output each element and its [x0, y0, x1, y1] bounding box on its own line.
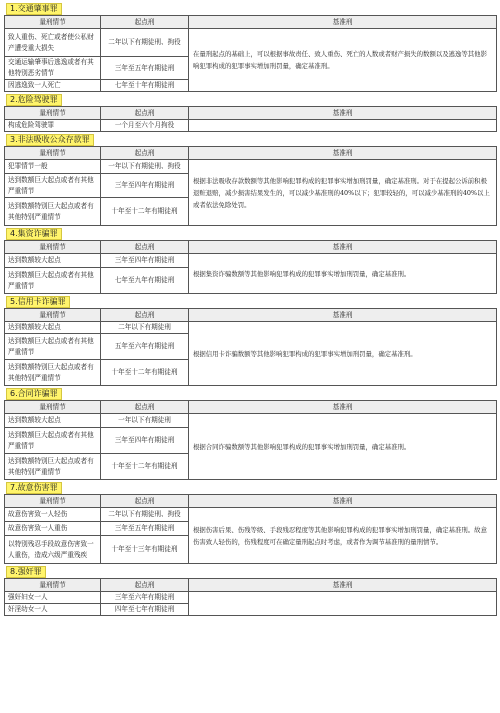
sentencing-table	[4, 308, 497, 386]
circumstance-cell: 故意伤害致一人重伤	[5, 522, 101, 536]
sentencing-table	[4, 494, 497, 564]
section-header	[4, 481, 496, 494]
circumstance-cell: 奸淫幼女一人	[5, 604, 101, 616]
table-row	[5, 29, 497, 57]
section-title: 2.危险驾驶罪	[6, 94, 62, 106]
section-title: 4.集资诈骗罪	[6, 228, 62, 240]
circumstance-cell: 交通运输肇事后逃逸或者有其他特别恶劣情节	[5, 57, 101, 80]
benchmark-cell	[189, 120, 497, 132]
benchmark-cell: 根据信用卡诈骗数额等其他影响犯罪构成的犯罪事实增加刑罚量，确定基准刑。	[189, 322, 497, 386]
table-row	[5, 414, 497, 428]
benchmark-cell	[189, 592, 497, 616]
header-benchmark: 基准刑	[189, 579, 497, 592]
header-starting-point: 起点刑	[101, 241, 189, 254]
header-circumstance: 量刑情节	[5, 16, 101, 29]
header-circumstance: 量刑情节	[5, 241, 101, 254]
starting-point-cell: 三年至四年有期徒刑	[101, 254, 189, 268]
starting-point-cell: 一个月至六个月拘役	[101, 120, 189, 132]
header-starting-point: 起点刑	[101, 401, 189, 414]
circumstance-cell: 以特别残忍手段故意伤害致一人重伤，造成六级严重残疾	[5, 536, 101, 564]
table-row	[5, 508, 497, 522]
section-title: 6.合同诈骗罪	[6, 388, 62, 400]
starting-point-cell: 四年至七年有期徒刑	[101, 604, 189, 616]
section-title: 7.故意伤害罪	[6, 482, 62, 494]
starting-point-cell: 十年至十二年有期徒刑	[101, 198, 189, 226]
header-circumstance: 量刑情节	[5, 401, 101, 414]
starting-point-cell: 二年以下有期徒刑	[101, 322, 189, 334]
section	[4, 133, 496, 226]
circumstance-cell: 达到数额特别巨大起点或者有其他特别严重情节	[5, 360, 101, 386]
header-circumstance: 量刑情节	[5, 107, 101, 120]
section-header	[4, 565, 496, 578]
circumstance-cell: 故意伤害致一人轻伤	[5, 508, 101, 522]
sentencing-table	[4, 240, 497, 294]
circumstance-cell: 达到数额较大起点	[5, 414, 101, 428]
table-header-row	[5, 309, 497, 322]
header-benchmark: 基准刑	[189, 107, 497, 120]
section-header	[4, 295, 496, 308]
header-benchmark: 基准刑	[189, 16, 497, 29]
circumstance-cell: 达到数额巨大起点或者有其他严重情节	[5, 268, 101, 294]
circumstance-cell: 致人重伤、死亡或者使公私财产遭受重大损失	[5, 29, 101, 57]
section	[4, 227, 496, 294]
circumstance-cell: 达到数额较大起点	[5, 322, 101, 334]
section-title: 1.交通肇事罪	[6, 3, 62, 15]
starting-point-cell: 二年以下有期徒刑、拘役	[101, 29, 189, 57]
header-starting-point: 起点刑	[101, 495, 189, 508]
table-row	[5, 120, 497, 132]
header-benchmark: 基准刑	[189, 495, 497, 508]
section	[4, 295, 496, 386]
header-starting-point: 起点刑	[101, 309, 189, 322]
table-header-row	[5, 401, 497, 414]
header-circumstance: 量刑情节	[5, 495, 101, 508]
starting-point-cell: 一年以下有期徒刑	[101, 414, 189, 428]
circumstance-cell: 达到数额巨大起点或者有其他严重情节	[5, 334, 101, 360]
starting-point-cell: 三年至四年有期徒刑	[101, 428, 189, 454]
header-circumstance: 量刑情节	[5, 147, 101, 160]
section-title: 3.非法吸收公众存款罪	[6, 134, 94, 146]
sentencing-table	[4, 106, 497, 132]
starting-point-cell: 七年至十年有期徒刑	[101, 80, 189, 92]
benchmark-cell: 根据非法吸收存款数额等其他影响犯罪构成的犯罪事实增加刑罚量，确定基准刑。对于在提起公诉前积极退赃退赔，减少损害结果发生的，可以减少基准刑的40%以下；犯罪较轻的，可以减少基准刑的40%以上或者依法免除处罚。	[189, 160, 497, 226]
header-starting-point: 起点刑	[101, 107, 189, 120]
section-header	[4, 387, 496, 400]
table-row	[5, 322, 497, 334]
table-header-row	[5, 16, 497, 29]
section	[4, 481, 496, 564]
circumstance-cell: 因逃逸致一人死亡	[5, 80, 101, 92]
table-header-row	[5, 147, 497, 160]
table-header-row	[5, 579, 497, 592]
circumstance-cell: 构成危险驾驶罪	[5, 120, 101, 132]
table-row	[5, 254, 497, 268]
starting-point-cell: 十年至十二年有期徒刑	[101, 360, 189, 386]
starting-point-cell: 三年至四年有期徒刑	[101, 174, 189, 198]
benchmark-cell: 根据伤害后果、伤残等级、手段残忍程度等其他影响犯罪构成的犯罪事实增加刑罚量，确定基准刑。故意伤害致人轻伤的，伤残程度可在确定量刑起点时考虑，或者作为调节基准刑的量刑情节。	[189, 508, 497, 564]
starting-point-cell: 三年至五年有期徒刑	[101, 57, 189, 80]
starting-point-cell: 十年至十二年有期徒刑	[101, 454, 189, 480]
section-header	[4, 227, 496, 240]
header-benchmark: 基准刑	[189, 241, 497, 254]
sentencing-document	[4, 0, 496, 616]
section-title: 8.强奸罪	[6, 566, 46, 578]
section	[4, 387, 496, 480]
sentencing-table	[4, 146, 497, 226]
section	[4, 2, 496, 92]
circumstance-cell: 达到数额特别巨大起点或者有其他特别严重情节	[5, 454, 101, 480]
benchmark-cell: 根据集资诈骗数额等其他影响犯罪构成的犯罪事实增加刑罚量，确定基准刑。	[189, 254, 497, 294]
header-starting-point: 起点刑	[101, 16, 189, 29]
starting-point-cell: 五年至六年有期徒刑	[101, 334, 189, 360]
starting-point-cell: 七年至九年有期徒刑	[101, 268, 189, 294]
header-benchmark: 基准刑	[189, 309, 497, 322]
benchmark-cell: 根据合同诈骗数额等其他影响犯罪构成的犯罪事实增加刑罚量，确定基准刑。	[189, 414, 497, 480]
circumstance-cell: 犯罪情节一般	[5, 160, 101, 174]
starting-point-cell: 一年以下有期徒刑、拘役	[101, 160, 189, 174]
header-benchmark: 基准刑	[189, 147, 497, 160]
starting-point-cell: 二年以下有期徒刑、拘役	[101, 508, 189, 522]
table-header-row	[5, 241, 497, 254]
benchmark-cell: 在量刑起点的基础上，可以根据事故责任、致人重伤、死亡的人数或者财产损失的数额以及逃逸等其他影响犯罪构成的犯罪事实增加刑罚量，确定基准刑。	[189, 29, 497, 92]
sentencing-table	[4, 578, 497, 616]
header-circumstance: 量刑情节	[5, 579, 101, 592]
circumstance-cell: 达到数额巨大起点或者有其他严重情节	[5, 174, 101, 198]
section-header	[4, 2, 496, 15]
header-starting-point: 起点刑	[101, 147, 189, 160]
circumstance-cell: 达到数额特别巨大起点或者有其他特别严重情节	[5, 198, 101, 226]
circumstance-cell: 强奸妇女一人	[5, 592, 101, 604]
sentencing-table	[4, 400, 497, 480]
table-header-row	[5, 107, 497, 120]
starting-point-cell: 三年至六年有期徒刑	[101, 592, 189, 604]
starting-point-cell: 十年至十三年有期徒刑	[101, 536, 189, 564]
header-benchmark: 基准刑	[189, 401, 497, 414]
table-header-row	[5, 495, 497, 508]
header-starting-point: 起点刑	[101, 579, 189, 592]
section-header	[4, 93, 496, 106]
section	[4, 93, 496, 132]
table-row	[5, 160, 497, 174]
header-circumstance: 量刑情节	[5, 309, 101, 322]
section-header	[4, 133, 496, 146]
table-row	[5, 592, 497, 604]
circumstance-cell: 达到数额巨大起点或者有其他严重情节	[5, 428, 101, 454]
circumstance-cell: 达到数额较大起点	[5, 254, 101, 268]
section	[4, 565, 496, 616]
section-title: 5.信用卡诈骗罪	[6, 296, 70, 308]
starting-point-cell: 三年至五年有期徒刑	[101, 522, 189, 536]
sentencing-table	[4, 15, 497, 92]
